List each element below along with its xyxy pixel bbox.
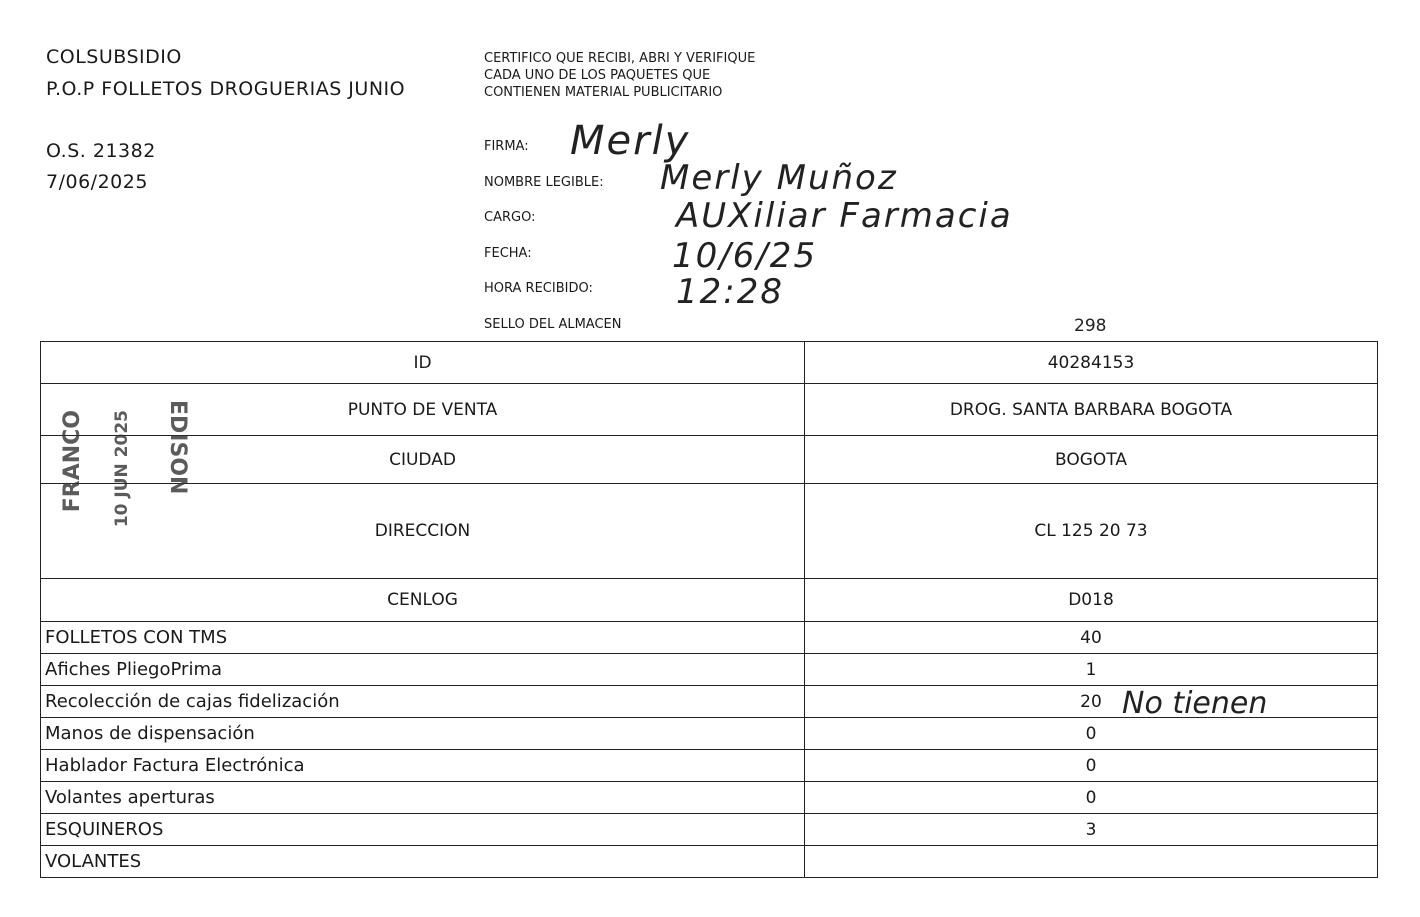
- item-row: [41, 782, 1378, 814]
- item-value: 0: [805, 782, 1378, 814]
- row-value: BOGOTA: [805, 436, 1378, 484]
- sello-label: SELLO DEL ALMACEN: [484, 317, 622, 332]
- row-label: ID: [41, 342, 805, 384]
- row-label: DIRECCION: [41, 484, 805, 579]
- table-row: [41, 484, 1378, 579]
- item-row: [41, 846, 1378, 878]
- firma-label: FIRMA:: [484, 139, 529, 154]
- item-row: [41, 814, 1378, 846]
- item-row: [41, 654, 1378, 686]
- order-number: O.S. 21382: [46, 140, 156, 162]
- item-value: 40: [805, 622, 1378, 654]
- item-row: [41, 718, 1378, 750]
- item-value: 1: [805, 654, 1378, 686]
- cargo-label: CARGO:: [484, 210, 536, 225]
- row-label: PUNTO DE VENTA: [41, 384, 805, 436]
- item-label: Volantes aperturas: [41, 782, 805, 814]
- stamp-date: 10 JUN 2025: [112, 410, 132, 528]
- item-value: 0: [805, 718, 1378, 750]
- stamp-surname: FRANCO: [60, 410, 85, 513]
- table-row: [41, 342, 1378, 384]
- document-subject: P.O.P FOLLETOS DROGUERIAS JUNIO: [46, 78, 406, 100]
- fecha-label: FECHA:: [484, 246, 532, 261]
- handwritten-position: AUXiliar Farmacia: [676, 196, 1013, 236]
- document-date: 7/06/2025: [46, 171, 148, 193]
- item-label: Manos de dispensación: [41, 718, 805, 750]
- company-name: COLSUBSIDIO: [46, 46, 182, 68]
- item-label: VOLANTES: [41, 846, 805, 878]
- item-value: [805, 846, 1378, 878]
- row-value: 40284153: [805, 342, 1378, 384]
- row-label: CENLOG: [41, 579, 805, 622]
- item-value: 0: [805, 750, 1378, 782]
- stamp-number: 298: [1074, 316, 1107, 336]
- item-row: [41, 750, 1378, 782]
- hora-label: HORA RECIBIDO:: [484, 281, 593, 296]
- item-value: 20: [805, 686, 1378, 718]
- table-row: [41, 579, 1378, 622]
- certificate-text: CERTIFICO QUE RECIBI, ABRI Y VERIFIQUE CADA UNO DE LOS PAQUETES QUE CONTIENEN MATERIAL PUBLICITARIO: [484, 51, 756, 100]
- handwritten-name: Merly Muñoz: [660, 158, 898, 198]
- handwritten-date: 10/6/25: [672, 236, 818, 276]
- item-value: 3: [805, 814, 1378, 846]
- row-value: DROG. SANTA BARBARA BOGOTA: [805, 384, 1378, 436]
- row-value: CL 125 20 73: [805, 484, 1378, 579]
- handwritten-note: No tienen: [1122, 686, 1268, 721]
- stamp-name: EDISON: [165, 400, 190, 495]
- item-label: Afiches PliegoPrima: [41, 654, 805, 686]
- handwritten-signature: Merly: [570, 118, 691, 164]
- table-row: [41, 436, 1378, 484]
- delivery-table: [40, 341, 1378, 878]
- item-label: ESQUINEROS: [41, 814, 805, 846]
- store-stamp: [60, 400, 210, 560]
- row-value: D018: [805, 579, 1378, 622]
- item-label: FOLLETOS CON TMS: [41, 622, 805, 654]
- handwritten-time: 12:28: [676, 272, 784, 312]
- item-label: Hablador Factura Electrónica: [41, 750, 805, 782]
- item-label: Recolección de cajas fidelización: [41, 686, 805, 718]
- item-row: [41, 622, 1378, 654]
- table-row: [41, 384, 1378, 436]
- nombre-label: NOMBRE LEGIBLE:: [484, 175, 604, 190]
- row-label: CIUDAD: [41, 436, 805, 484]
